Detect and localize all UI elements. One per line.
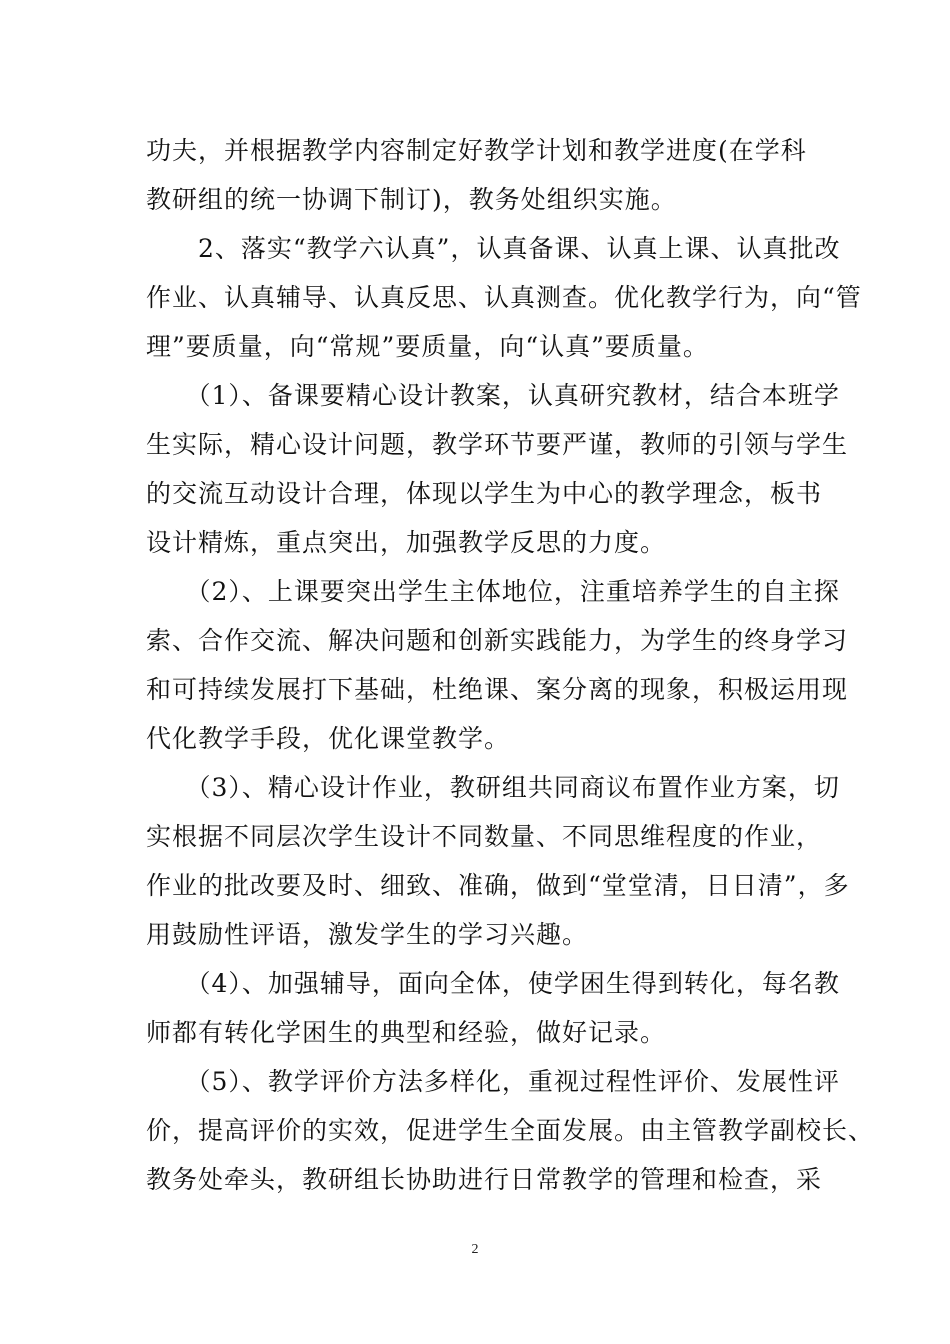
text-line: 和可持续发展打下基础，杜绝课、案分离的现象，积极运用现 — [146, 675, 849, 704]
text-line: （3）、精心设计作业，教研组共同商议布置作业方案，切 — [146, 773, 840, 802]
text-line: 的交流互动设计合理，体现以学生为中心的教学理念，板书 — [146, 479, 823, 508]
text-line: 代化教学手段，优化课堂教学。 — [146, 724, 511, 753]
text-line: 生实际，精心设计问题，教学环节要严谨，教师的引领与学生 — [146, 430, 849, 459]
text-line: 教研组的统一协调下制订)，教务处组织实施。 — [146, 185, 677, 214]
text-line: 教务处牵头，教研组长协助进行日常教学的管理和检查，采 — [146, 1165, 823, 1194]
body-text — [146, 126, 875, 1204]
text-line: 功夫，并根据教学内容制定好教学计划和教学进度(在学科 — [146, 136, 807, 165]
page-number: 2 — [471, 1242, 479, 1257]
text-line: 用鼓励性评语，激发学生的学习兴趣。 — [146, 920, 589, 949]
text-line: （4）、加强辅导，面向全体，使学困生得到转化，每名教 — [146, 969, 840, 998]
text-line: 理”要质量，向“常规”要质量，向“认真”要质量。 — [146, 332, 709, 361]
text-line: （5）、教学评价方法多样化，重视过程性评价、发展性评 — [146, 1067, 840, 1096]
text-line: 2、落实“教学六认真”，认真备课、认真上课、认真批改 — [146, 234, 841, 263]
text-line: 索、合作交流、解决问题和创新实践能力，为学生的终身学习 — [146, 626, 849, 655]
text-line: 作业的批改要及时、细致、准确，做到“堂堂清，日日清”，多 — [146, 871, 850, 900]
text-line: 师都有转化学困生的典型和经验，做好记录。 — [146, 1018, 667, 1047]
text-line: 价，提高评价的实效，促进学生全面发展。由主管教学副校长、 — [146, 1116, 875, 1145]
text-line: 实根据不同层次学生设计不同数量、不同思维程度的作业， — [146, 822, 823, 851]
text-line: 设计精炼，重点突出，加强教学反思的力度。 — [146, 528, 667, 557]
text-line: （2）、上课要突出学生主体地位，注重培养学生的自主探 — [146, 577, 840, 606]
text-line: 作业、认真辅导、认真反思、认真测查。优化教学行为，向“管 — [146, 283, 862, 312]
text-line: （1）、备课要精心设计教案，认真研究教材，结合本班学 — [146, 381, 840, 410]
